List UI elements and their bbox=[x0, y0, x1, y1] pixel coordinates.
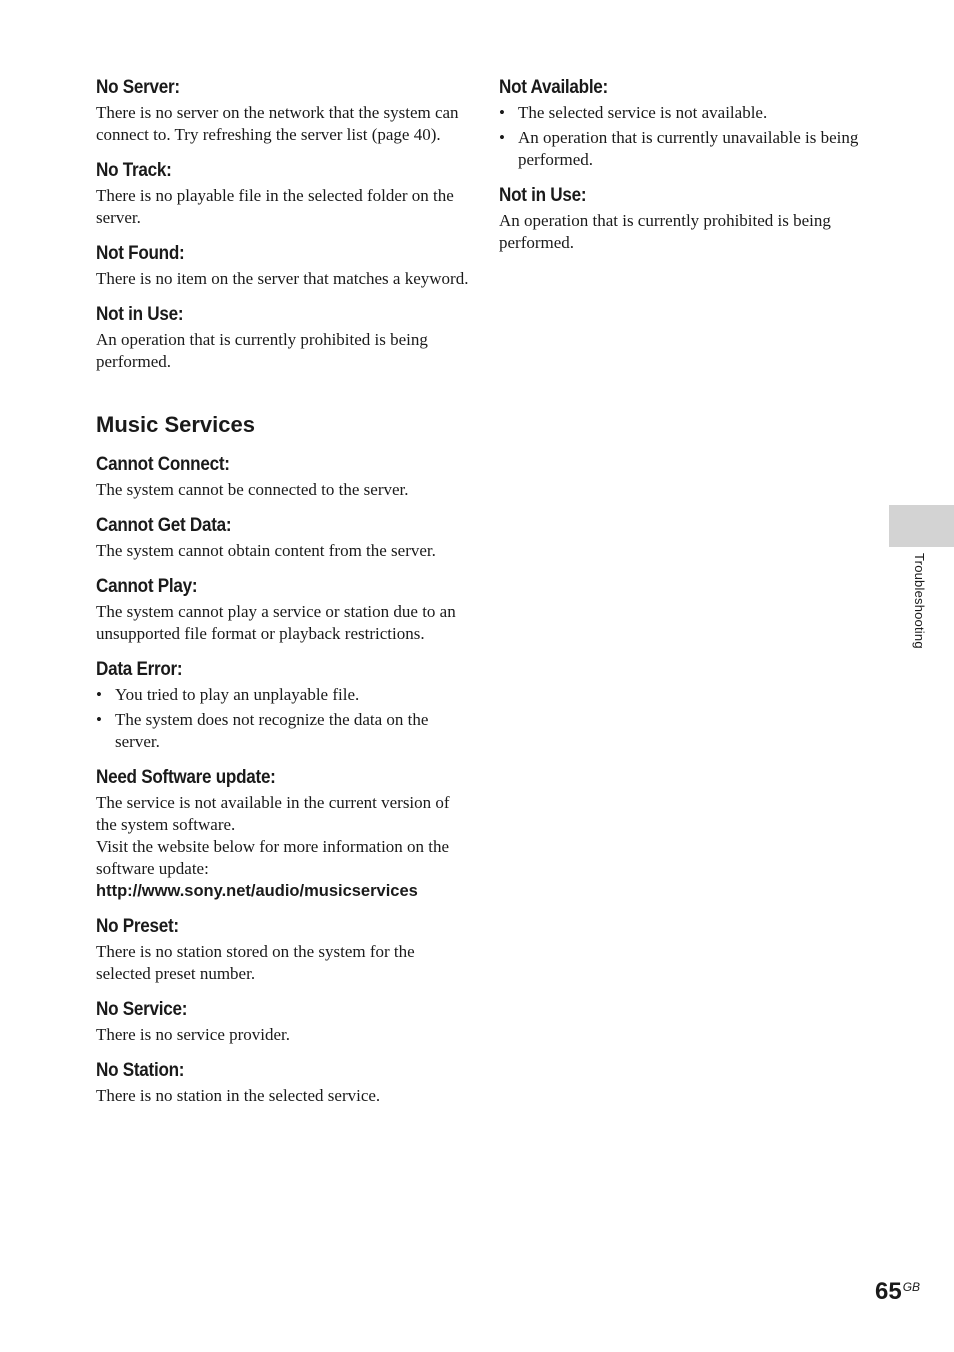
term-need-software-update: Need Software update: bbox=[96, 767, 276, 788]
desc-no-station: There is no station in the selected service. bbox=[96, 1086, 381, 1105]
entry-not-available bbox=[499, 76, 859, 171]
term-data-error: Data Error: bbox=[96, 659, 183, 680]
term-not-available: Not Available: bbox=[499, 77, 608, 98]
term-no-station: No Station: bbox=[96, 1060, 185, 1081]
bullet-text: An operation that is currently unavailable is being performed. bbox=[518, 128, 859, 169]
entry-not-found bbox=[96, 242, 471, 290]
term-no-track: No Track: bbox=[96, 160, 172, 181]
bullet-dot: • bbox=[499, 128, 505, 147]
desc-not-in-use: An operation that is currently prohibited is being performed. bbox=[96, 330, 428, 371]
entry-not-in-use-service bbox=[499, 184, 859, 254]
bullet-item bbox=[499, 102, 859, 124]
bullet-item bbox=[499, 127, 859, 171]
page-number-suffix: GB bbox=[902, 1280, 921, 1294]
right-column bbox=[499, 76, 859, 267]
left-column bbox=[96, 76, 471, 1120]
entry-no-server bbox=[96, 76, 471, 146]
entry-cannot-connect bbox=[96, 453, 471, 501]
not-available-bullet-list bbox=[499, 102, 859, 171]
desc-no-track: There is no playable file in the selected folder on the server. bbox=[96, 186, 454, 227]
bullet-dot: • bbox=[96, 710, 102, 729]
music-services-url: http://www.sony.net/audio/musicservices bbox=[96, 882, 418, 900]
section-heading-music-services: Music Services bbox=[96, 412, 255, 437]
entry-no-station bbox=[96, 1059, 471, 1107]
page-number-value: 65 bbox=[875, 1278, 902, 1305]
desc-cannot-play: The system cannot play a service or station due to an unsupported file format or playback restrictions. bbox=[96, 602, 456, 643]
entry-cannot-get-data bbox=[96, 514, 471, 562]
entry-need-software-update bbox=[96, 766, 471, 902]
bullet-item bbox=[96, 709, 471, 753]
section-side-tab bbox=[889, 505, 954, 547]
term-not-found: Not Found: bbox=[96, 243, 185, 264]
desc-cannot-connect: The system cannot be connected to the server. bbox=[96, 480, 409, 499]
term-no-service: No Service: bbox=[96, 999, 188, 1020]
term-no-server: No Server: bbox=[96, 77, 180, 98]
entry-no-service bbox=[96, 998, 471, 1046]
page-number bbox=[875, 1278, 920, 1306]
entry-no-track bbox=[96, 159, 471, 229]
bullet-text: You tried to play an unplayable file. bbox=[115, 685, 360, 704]
side-tab-label: Troubleshooting bbox=[912, 553, 927, 649]
term-not-in-use: Not in Use: bbox=[96, 304, 184, 325]
bullet-text: The system does not recognize the data on the server. bbox=[115, 710, 429, 751]
entry-not-in-use bbox=[96, 303, 471, 373]
term-no-preset: No Preset: bbox=[96, 916, 179, 937]
desc-no-service: There is no service provider. bbox=[96, 1025, 291, 1044]
data-error-bullet-list bbox=[96, 684, 471, 753]
term-not-in-use-service: Not in Use: bbox=[499, 185, 587, 206]
bullet-dot: • bbox=[96, 685, 102, 704]
entry-data-error bbox=[96, 658, 471, 753]
desc-not-in-use-service: An operation that is currently prohibited is being performed. bbox=[499, 211, 831, 252]
desc-no-server: There is no server on the network that the system can connect to. Try refreshing the server list (page 40). bbox=[96, 103, 459, 144]
desc-no-preset: There is no station stored on the system for the selected preset number. bbox=[96, 942, 415, 983]
bullet-text: The selected service is not available. bbox=[518, 103, 768, 122]
entry-cannot-play bbox=[96, 575, 471, 645]
desc-not-found: There is no item on the server that matches a keyword. bbox=[96, 269, 469, 288]
bullet-dot: • bbox=[499, 103, 505, 122]
desc-software-update-1: The service is not available in the current version of the system software. bbox=[96, 793, 450, 834]
term-cannot-connect: Cannot Connect: bbox=[96, 454, 230, 475]
desc-software-update-2: Visit the website below for more information on the software update: bbox=[96, 837, 450, 878]
term-cannot-play: Cannot Play: bbox=[96, 576, 198, 597]
term-cannot-get-data: Cannot Get Data: bbox=[96, 515, 232, 536]
entry-no-preset bbox=[96, 915, 471, 985]
bullet-item bbox=[96, 684, 471, 706]
desc-cannot-get-data: The system cannot obtain content from the server. bbox=[96, 541, 436, 560]
